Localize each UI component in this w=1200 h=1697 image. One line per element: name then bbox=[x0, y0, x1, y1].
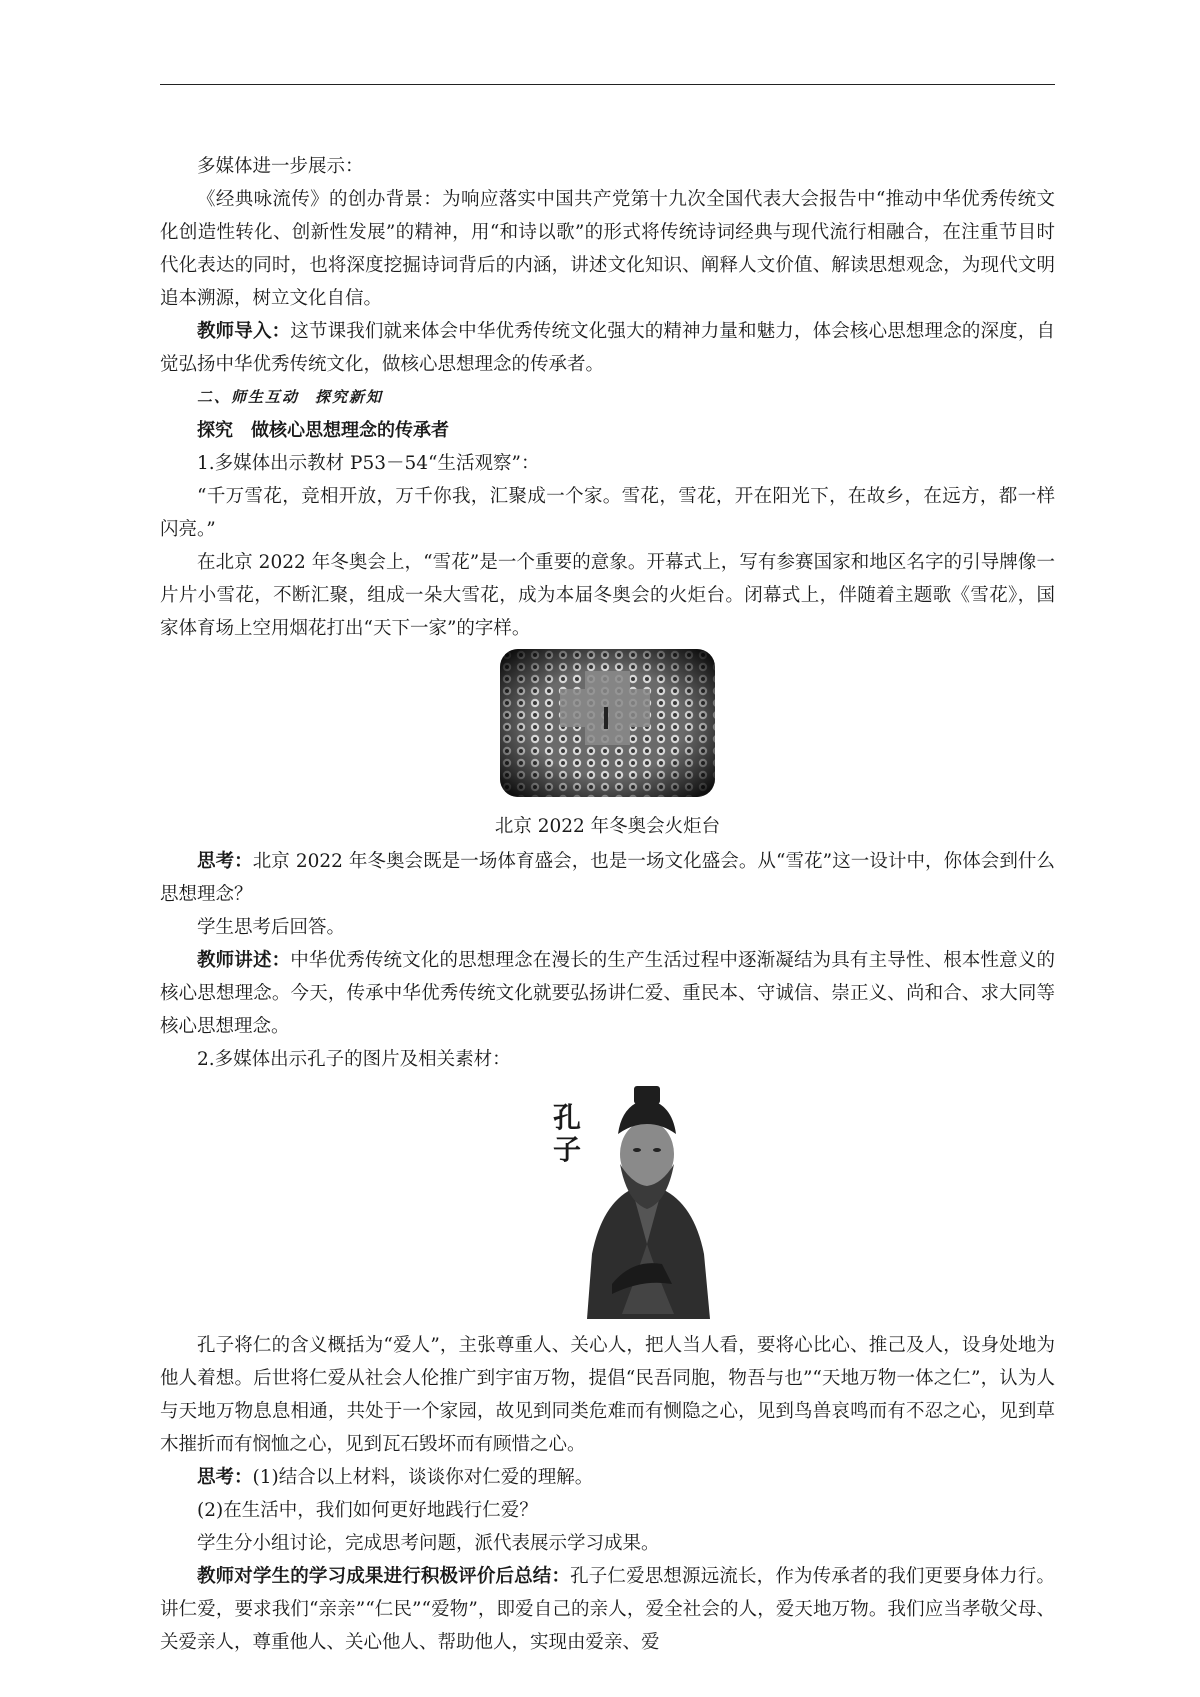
paragraph-textbook-reference: 1.多媒体出示教材 P53－54“生活观察”： bbox=[197, 453, 540, 474]
think-2-label: 思考： bbox=[197, 1467, 253, 1488]
torch-caption: 北京 2022 年冬奥会火炬台 bbox=[494, 816, 721, 837]
header-rule bbox=[160, 84, 1055, 85]
confucius-figure bbox=[160, 1084, 1055, 1319]
paragraph-olympics-description: 在北京 2022 年冬奥会上，“雪花”是一个重要的意象。开幕式上，写有参赛国家和地区名字的引导牌像一片片小雪花，不断汇聚，组成一朵大雪花，成为本届冬奥会的火炬台。闭幕式上，伴随着主题歌《雪花》，国家体育场上空用烟花打出“天下一家”的字样。 bbox=[160, 552, 1055, 639]
paragraph-program-background: 《经典咏流传》的创办背景：为响应落实中国共产党第十九次全国代表大会报告中“推动中华优秀传统文化创造性转化、创新性发展”的精神，用“和诗以歌”的形式将传统诗词经典与现代流行相融合，在注重节目时代化表达的同时，也将深度挖掘诗词背后的内涵，讲述文化知识、阐释人文价值、解读思想观念，为现代文明追本溯源，树立文化自信。 bbox=[160, 189, 1055, 309]
olympic-torch-image bbox=[500, 649, 715, 797]
paragraph-student-answer: 学生思考后回答。 bbox=[197, 917, 346, 938]
paragraph-teacher-lecture bbox=[160, 944, 1055, 1043]
confucius-portrait-image bbox=[582, 1084, 712, 1319]
paragraph-snowflake-lyrics: “千万雪花，竞相开放，万千你我，汇聚成一个家。雪花，雪花，开在阳光下，在故乡，在远方，都一样闪亮。” bbox=[160, 486, 1055, 540]
teacher-summary-text: 孔子仁爱思想源远流长，作为传承者的我们更要身体力行。讲仁爱，要求我们“亲亲”“仁民”“爱物”，即爱自己的亲人，爱全社会的人，爱天地万物。我们应当孝敬父母、关爱亲人，尊重他人、关心他人、帮助他人，实现由爱亲、爱 bbox=[160, 1566, 1055, 1653]
paragraph-multimedia-intro: 多媒体进一步展示： bbox=[197, 156, 364, 177]
paragraph-confucius-material: 孔子将仁的含义概括为“爱人”，主张尊重人、关心人，把人当人看，要将心比心、推己及人，设身处地为他人着想。后世将仁爱从社会人伦推广到宇宙万物，提倡“民吾同胞，物吾与也”“天地万物一体之仁”，认为人与天地万物息息相通，共处于一个家园，故见到同类危难而有恻隐之心，见到鸟兽哀鸣而有不忍之心，见到草木摧折而有悯恤之心，见到瓦石毁坏而有顾惜之心。 bbox=[160, 1335, 1055, 1455]
paragraph-think-2 bbox=[160, 1461, 1055, 1494]
section-heading-part1: 二、师生互动 bbox=[197, 388, 300, 406]
section-heading-part2: 探究新知 bbox=[315, 388, 384, 406]
paragraph-group-discussion: 学生分小组讨论，完成思考问题，派代表展示学习成果。 bbox=[197, 1533, 660, 1554]
section-heading bbox=[160, 381, 1055, 414]
document-body bbox=[160, 150, 1055, 1659]
paragraph-confucius-intro: 2.多媒体出示孔子的图片及相关素材： bbox=[197, 1049, 511, 1070]
teacher-lecture-label: 教师讲述： bbox=[197, 950, 291, 971]
teacher-intro-text: 这节课我们就来体会中华优秀传统文化强大的精神力量和魅力，体会核心思想理念的深度，自觉弘扬中华优秀传统文化，做核心思想理念的传承者。 bbox=[160, 321, 1055, 375]
probe-heading bbox=[160, 414, 1055, 447]
think-1-text: 北京 2022 年冬奥会既是一场体育盛会，也是一场文化盛会。从“雪花”这一设计中，你体会到什么思想理念？ bbox=[160, 851, 1055, 905]
paragraph-teacher-intro bbox=[160, 315, 1055, 381]
think-2-text: (1)结合以上材料，谈谈你对仁爱的理解。 bbox=[252, 1467, 594, 1488]
paragraph-think-1 bbox=[160, 845, 1055, 911]
probe-heading-label: 探究 bbox=[197, 420, 233, 441]
torch-figure bbox=[160, 645, 1055, 808]
probe-heading-title: 做核心思想理念的传承者 bbox=[251, 420, 449, 441]
teacher-lecture-text: 中华优秀传统文化的思想理念在漫长的生产生活过程中逐渐凝结为具有主导性、根本性意义的核心思想理念。今天，传承中华优秀传统文化就要弘扬讲仁爱、重民本、守诚信、崇正义、尚和合、求大同等核心思想理念。 bbox=[160, 950, 1055, 1037]
think-1-label: 思考： bbox=[197, 851, 253, 872]
confucius-label: 孔子 bbox=[553, 1101, 582, 1166]
paragraph-think-2-question-2: (2)在生活中，我们如何更好地践行仁爱？ bbox=[197, 1500, 538, 1521]
paragraph-teacher-summary bbox=[160, 1560, 1055, 1659]
teacher-intro-label: 教师导入： bbox=[197, 321, 291, 342]
teacher-summary-label: 教师对学生的学习成果进行积极评价后总结： bbox=[197, 1566, 571, 1587]
